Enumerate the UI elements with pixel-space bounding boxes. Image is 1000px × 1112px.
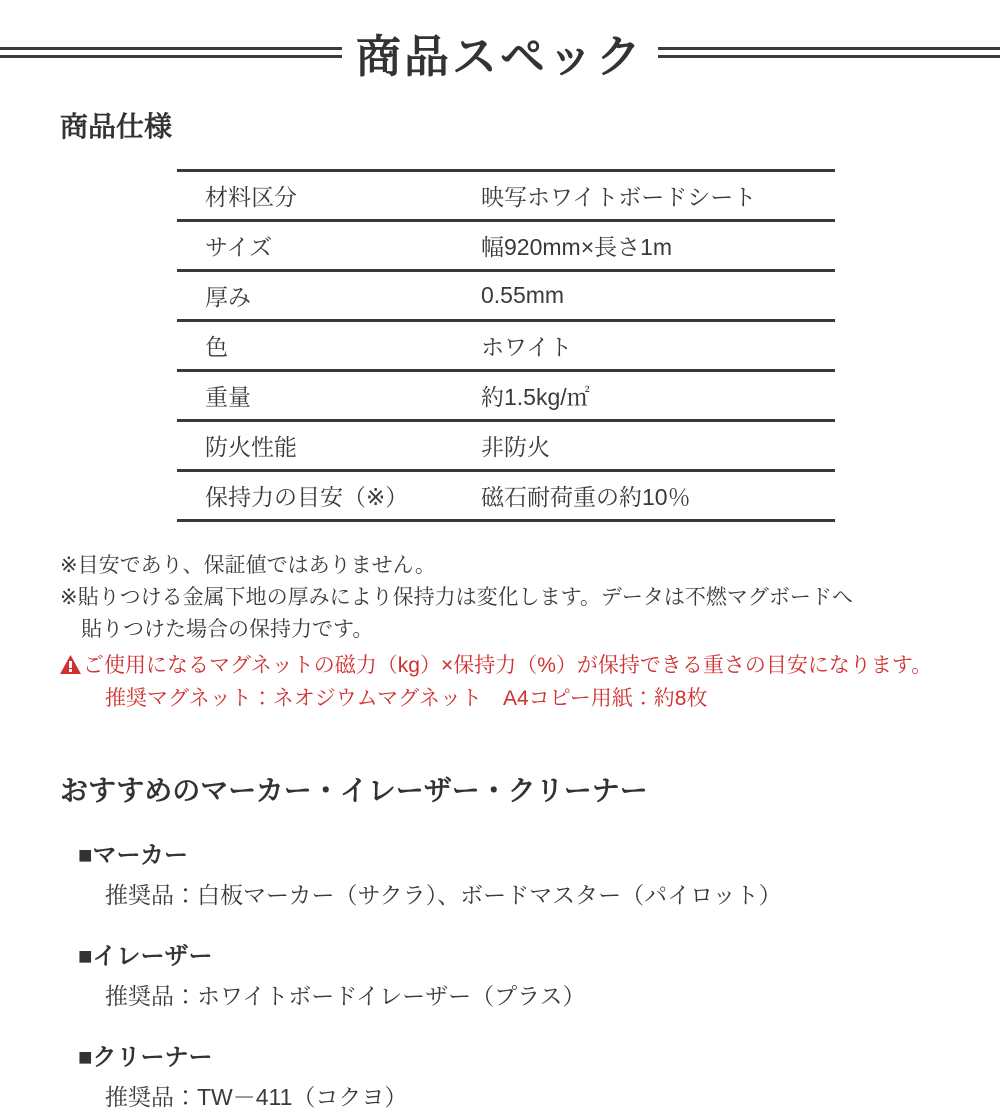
spec-row-label: 材料区分	[177, 171, 481, 221]
spec-row-value: 0.55mm	[481, 271, 835, 321]
table-row	[177, 371, 835, 421]
warning-line-2: 推奨マグネット：ネオジウムマグネット A4コピー用紙：約8枚	[105, 687, 708, 710]
spec-section-heading: 商品仕様	[60, 111, 173, 142]
spec-row-value: 映写ホワイトボードシート	[481, 171, 835, 221]
spec-row-value: 幅920mm×長さ1m	[481, 221, 835, 271]
spec-notes	[60, 550, 940, 646]
spec-row-label: 色	[177, 321, 481, 371]
title-rule-right-icon	[658, 47, 1000, 58]
spec-row-label: 重量	[177, 371, 481, 421]
table-row	[177, 171, 835, 221]
spec-row-label: 防火性能	[177, 421, 481, 471]
table-row	[177, 471, 835, 521]
note-line-continuation: 貼りつけた場合の保持力です。	[81, 618, 374, 641]
spec-row-label: 厚み	[177, 271, 481, 321]
table-row	[177, 271, 835, 321]
rec-item-detail: 推奨品：TW－411（コクヨ）	[105, 1084, 408, 1110]
spec-row-value: 約1.5kg/㎡	[481, 371, 835, 421]
table-row	[177, 221, 835, 271]
spec-table	[177, 169, 835, 522]
list-item-cleaner	[78, 1037, 940, 1112]
rec-item-title: ■マーカー	[78, 842, 189, 869]
page-title: 商品スペック	[356, 31, 645, 82]
rec-item-detail: 推奨品：ホワイトボードイレーザー（プラス）	[105, 983, 586, 1009]
note-line: ※貼りつける金属下地の厚みにより保持力は変化します。データは不燃マグボードへ	[60, 586, 853, 609]
rec-item-title: ■クリーナー	[78, 1044, 213, 1071]
table-row	[177, 421, 835, 471]
rec-item-detail: 推奨品：白板マーカー（サクラ）、ボードマスター（パイロット）	[105, 882, 782, 908]
list-item-marker	[78, 835, 940, 910]
spec-row-label: 保持力の目安（※）	[177, 471, 481, 521]
magnet-warning	[60, 649, 940, 715]
spec-row-value: 非防火	[481, 421, 835, 471]
content-area	[0, 105, 1000, 1112]
warning-text: ご使用になるマグネットの磁力（kg）×保持力（%）が保持できる重さの目安になります。	[83, 654, 933, 677]
page-header	[0, 0, 1000, 85]
rec-item-title: ■イレーザー	[78, 943, 213, 970]
warning-triangle-icon	[60, 655, 81, 674]
table-row	[177, 321, 835, 371]
recommend-section-heading: おすすめのマーカー・イレーザー・クリーナー	[60, 775, 648, 806]
title-rule-left-icon	[0, 47, 342, 58]
spec-row-value: ホワイト	[481, 321, 835, 371]
spec-row-label: サイズ	[177, 221, 481, 271]
note-line: ※目安であり、保証値ではありません。	[60, 554, 436, 577]
warning-line-1	[60, 649, 940, 682]
spec-row-value: 磁石耐荷重の約10％	[481, 471, 835, 521]
